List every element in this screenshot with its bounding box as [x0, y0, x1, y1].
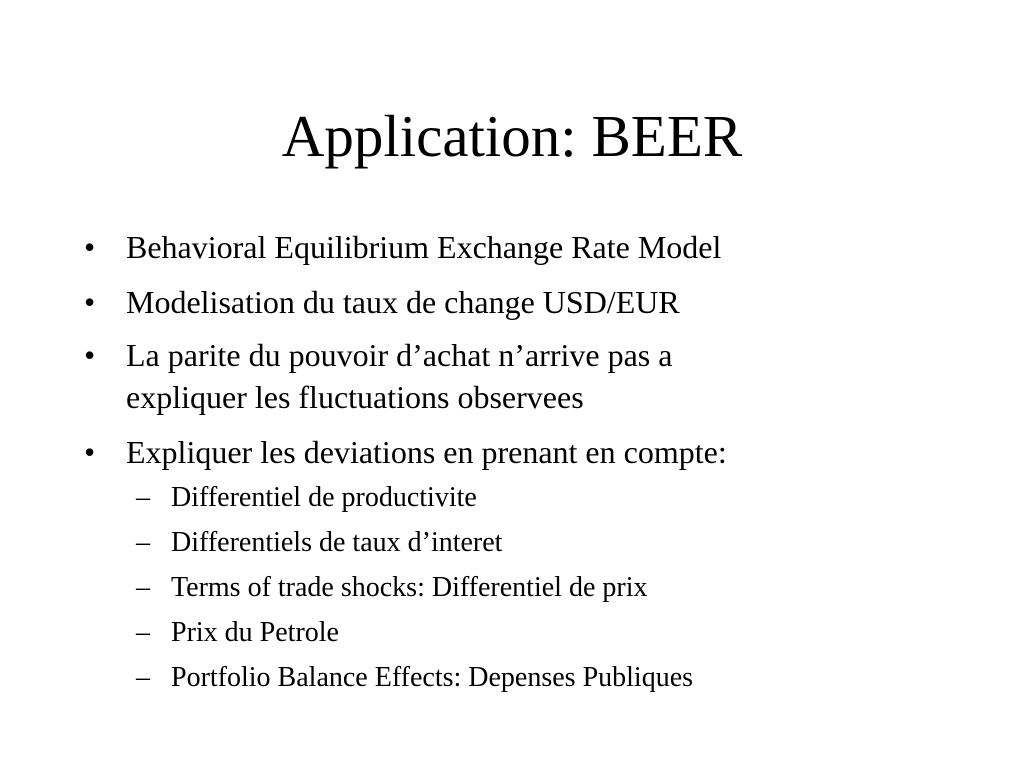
bullet-text: Expliquer les deviations en prenant en compte: — [126, 434, 727, 470]
subbullet-text: Terms of trade shocks: Differentiel de prix — [171, 572, 648, 603]
subbullet-marker: – — [136, 617, 150, 648]
bullet-marker: • — [84, 229, 96, 265]
subbullet-marker: – — [136, 662, 150, 693]
bullet-marker: • — [84, 434, 96, 470]
subbullet-marker: – — [136, 482, 150, 513]
subbullet-marker: – — [136, 572, 150, 603]
bullet-text: Behavioral Equilibrium Exchange Rate Model — [126, 229, 722, 265]
subbullet-text: Differentiel de productivite — [171, 482, 477, 513]
bullet-text: La parite du pouvoir d’achat n’arrive pas a — [126, 337, 673, 373]
bullet-marker: • — [84, 337, 96, 373]
bullet-text: expliquer les fluctuations observees — [126, 379, 584, 415]
slide-title: Application: BEER — [281, 103, 743, 169]
bullet-text: Modelisation du taux de change USD/EUR — [126, 284, 680, 320]
subbullet-text: Prix du Petrole — [171, 617, 339, 648]
subbullet-text: Differentiels de taux d’interet — [171, 527, 503, 558]
subbullet-marker: – — [136, 527, 150, 558]
subbullet-text: Portfolio Balance Effects: Depenses Publiques — [171, 662, 694, 693]
bullet-marker: • — [84, 284, 96, 320]
